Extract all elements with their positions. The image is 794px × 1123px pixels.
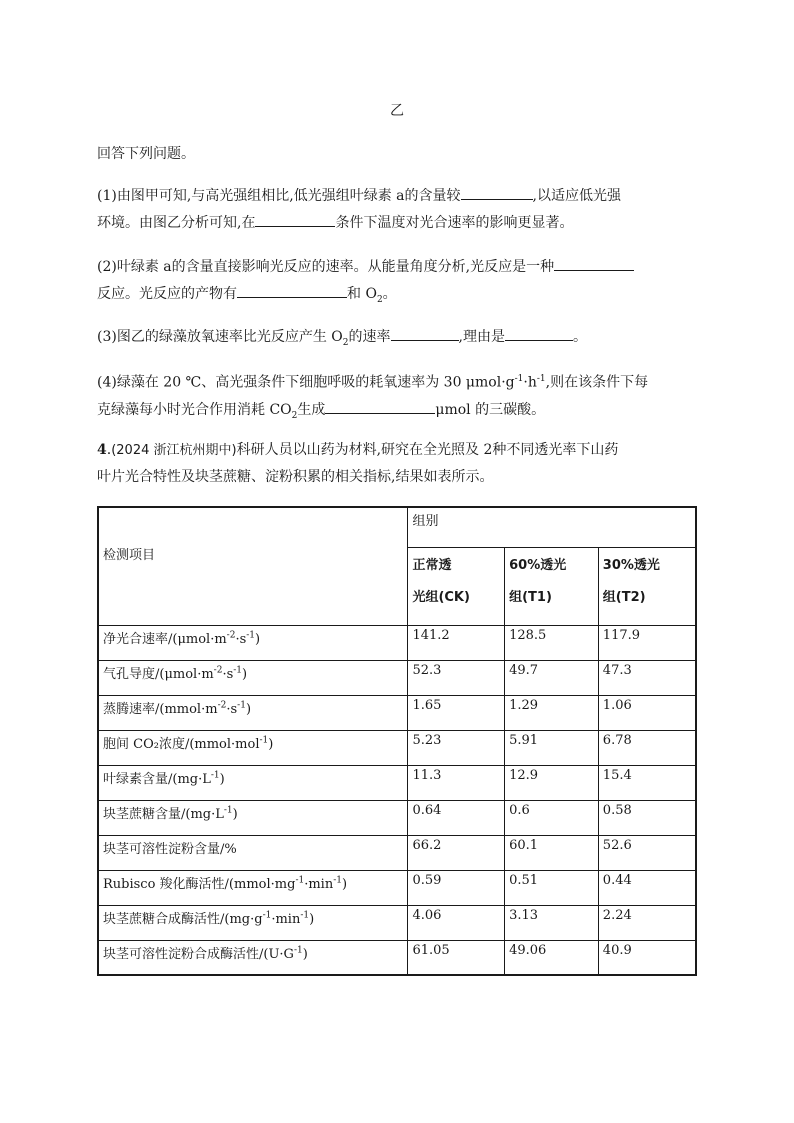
q4-line1-b: ·h (523, 374, 537, 391)
row-value: 49.06 (505, 940, 599, 975)
header-group: 组别 (408, 507, 696, 547)
question-stem-line1: 科研人员以山药为材料,研究在全光照及 2种不同透光率下山药 (236, 442, 619, 458)
question-3 (97, 324, 697, 357)
question-stem-line2: 叶片光合特性及块茎蔗糖、淀粉积累的相关指标,结果如表所示。 (97, 469, 494, 485)
row-item: 叶绿素含量$/(mg\cdot L^{-1})$ (98, 765, 408, 800)
q2-line2-a: 反应。光反应的产物有 (97, 286, 237, 302)
row-value: 1.29 (505, 695, 599, 730)
row-item: 气孔导度$/(\mu mol\cdot m^{-2}\cdot s^{-1})$ (98, 660, 408, 695)
answer-blank[interactable] (255, 210, 335, 227)
row-value: 66.2 (408, 835, 505, 870)
table-row (98, 800, 696, 835)
q4-line1-c: ,则在该条件下每 (545, 374, 649, 391)
q3-a: (3)图乙的绿藻放氧速率比光反应产生 O (97, 329, 343, 345)
header-t2: 30%透光 组(T2) (598, 547, 696, 625)
q4-line2-c: μmol 的三碳酸。 (435, 401, 546, 418)
header-t1: 60%透光 组(T1) (505, 547, 599, 625)
answer-blank[interactable] (391, 324, 459, 341)
results-table (97, 506, 697, 976)
q3-c: ,理由是 (458, 329, 505, 345)
row-value: 12.9 (505, 765, 599, 800)
answer-blank[interactable] (554, 254, 634, 271)
answer-blank[interactable] (237, 281, 347, 298)
q2-sub: 2 (376, 294, 383, 305)
row-value: 0.44 (598, 870, 696, 905)
table-row (98, 870, 696, 905)
q3-sub: 2 (342, 337, 349, 348)
question-4-stem: 4.(2024 浙江杭州期中)科研人员以山药为材料,研究在全光照及 2种不同透光率下山药 叶片光合特性及块茎蔗糖、淀粉积累的相关指标,结果如表所示。 (97, 442, 619, 485)
table-row (98, 905, 696, 940)
row-value: 0.59 (408, 870, 505, 905)
row-item: 蒸腾速率$/(mmol\cdot m^{-2}\cdot s^{-1})$ (98, 695, 408, 730)
row-value: 11.3 (408, 765, 505, 800)
question-number: 4 (97, 442, 107, 458)
table-row (98, 765, 696, 800)
q3-d: 。 (572, 329, 587, 345)
question-source: (2024 浙江杭州期中) (111, 443, 237, 458)
row-item: Rubisco 羧化酶活性$/(mmol\cdot mg^{-1}\cdot\min^{-1})$ (98, 870, 408, 905)
row-value: 40.9 (598, 940, 696, 975)
row-value: 52.3 (408, 660, 505, 695)
row-item: 块茎蔗糖含量$/(mg\cdot L^{-1})$ (98, 800, 408, 835)
header-ck: 正常透 光组(CK) (408, 547, 505, 625)
row-value: 49.7 (505, 660, 599, 695)
q2-line2-b: 和 O (347, 286, 377, 302)
row-value: 15.4 (598, 765, 696, 800)
row-value: 60.1 (505, 835, 599, 870)
table-row (98, 940, 696, 975)
row-value: 4.06 (408, 905, 505, 940)
row-value: 5.23 (408, 730, 505, 765)
q4-line1-a: (4)绿藻在 20 ℃、高光强条件下细胞呼吸的耗氧速率为 30 μmol·g (97, 374, 515, 391)
row-value: 128.5 (505, 625, 599, 660)
row-item: 块茎可溶性淀粉含量/% (98, 835, 408, 870)
row-value: 141.2 (408, 625, 505, 660)
row-item: 胞间 CO₂浓度/(mmol·mol$^{-1}$) (98, 730, 408, 765)
row-item: 净光合速率$/(\mu mol\cdot m^{-2}\cdot s^{-1})$ (98, 625, 408, 660)
row-value: 0.51 (505, 870, 599, 905)
table-row (98, 625, 696, 660)
row-value: 0.58 (598, 800, 696, 835)
row-value: 52.6 (598, 835, 696, 870)
row-item: 块茎蔗糖合成酶活性$/(mg\cdot g^{-1}\cdot\min^{-1})$ (98, 905, 408, 940)
answer-blank[interactable] (505, 324, 573, 341)
table-row (98, 835, 696, 870)
q4-line2-b: 生成 (297, 401, 326, 418)
row-value: 1.65 (408, 695, 505, 730)
q1-line2-a: 环境。由图乙分析可知,在 (97, 215, 256, 231)
answer-blank[interactable] (461, 183, 533, 200)
row-value: 5.91 (505, 730, 599, 765)
intro-text: 回答下列问题。 (97, 146, 195, 162)
row-value: 1.06 (598, 695, 696, 730)
question-1 (97, 183, 697, 237)
row-value: 47.3 (598, 660, 696, 695)
q4-sub: 2 (291, 410, 298, 421)
row-item: 块茎可溶性淀粉合成酶活性$/(U\cdot G^{-1})$ (98, 940, 408, 975)
table-row (98, 660, 696, 695)
q4-sup2: -1 (536, 374, 546, 384)
figure-label: 乙 (390, 103, 404, 119)
q2-line1-a: (2)叶绿素 a的含量直接影响光反应的速率。从能量角度分析,光反应是一种 (97, 259, 555, 275)
answer-blank[interactable] (325, 397, 435, 414)
q3-b: 的速率 (348, 329, 391, 345)
q1-line1-a: (1)由图甲可知,与高光强组相比,低光强组叶绿素 a的含量较 (97, 188, 461, 204)
q2-line2-c: 。 (382, 286, 397, 302)
question-4 (97, 366, 697, 429)
row-value: 2.24 (598, 905, 696, 940)
table-row (98, 695, 696, 730)
table-row (98, 730, 696, 765)
row-value: 61.05 (408, 940, 505, 975)
row-value: 117.9 (598, 625, 696, 660)
header-item: 检测项目 (98, 507, 408, 625)
q1-line2-b: 条件下温度对光合速率的影响更显著。 (335, 215, 574, 231)
row-value: 3.13 (505, 905, 599, 940)
q4-line2-a: 克绿藻每小时光合作用消耗 CO (97, 401, 292, 418)
row-value: 0.64 (408, 800, 505, 835)
question-2 (97, 254, 697, 314)
q4-sup1: -1 (514, 374, 524, 384)
q1-line1-b: ,以适应低光强 (532, 188, 621, 204)
row-value: 6.78 (598, 730, 696, 765)
row-value: 0.6 (505, 800, 599, 835)
